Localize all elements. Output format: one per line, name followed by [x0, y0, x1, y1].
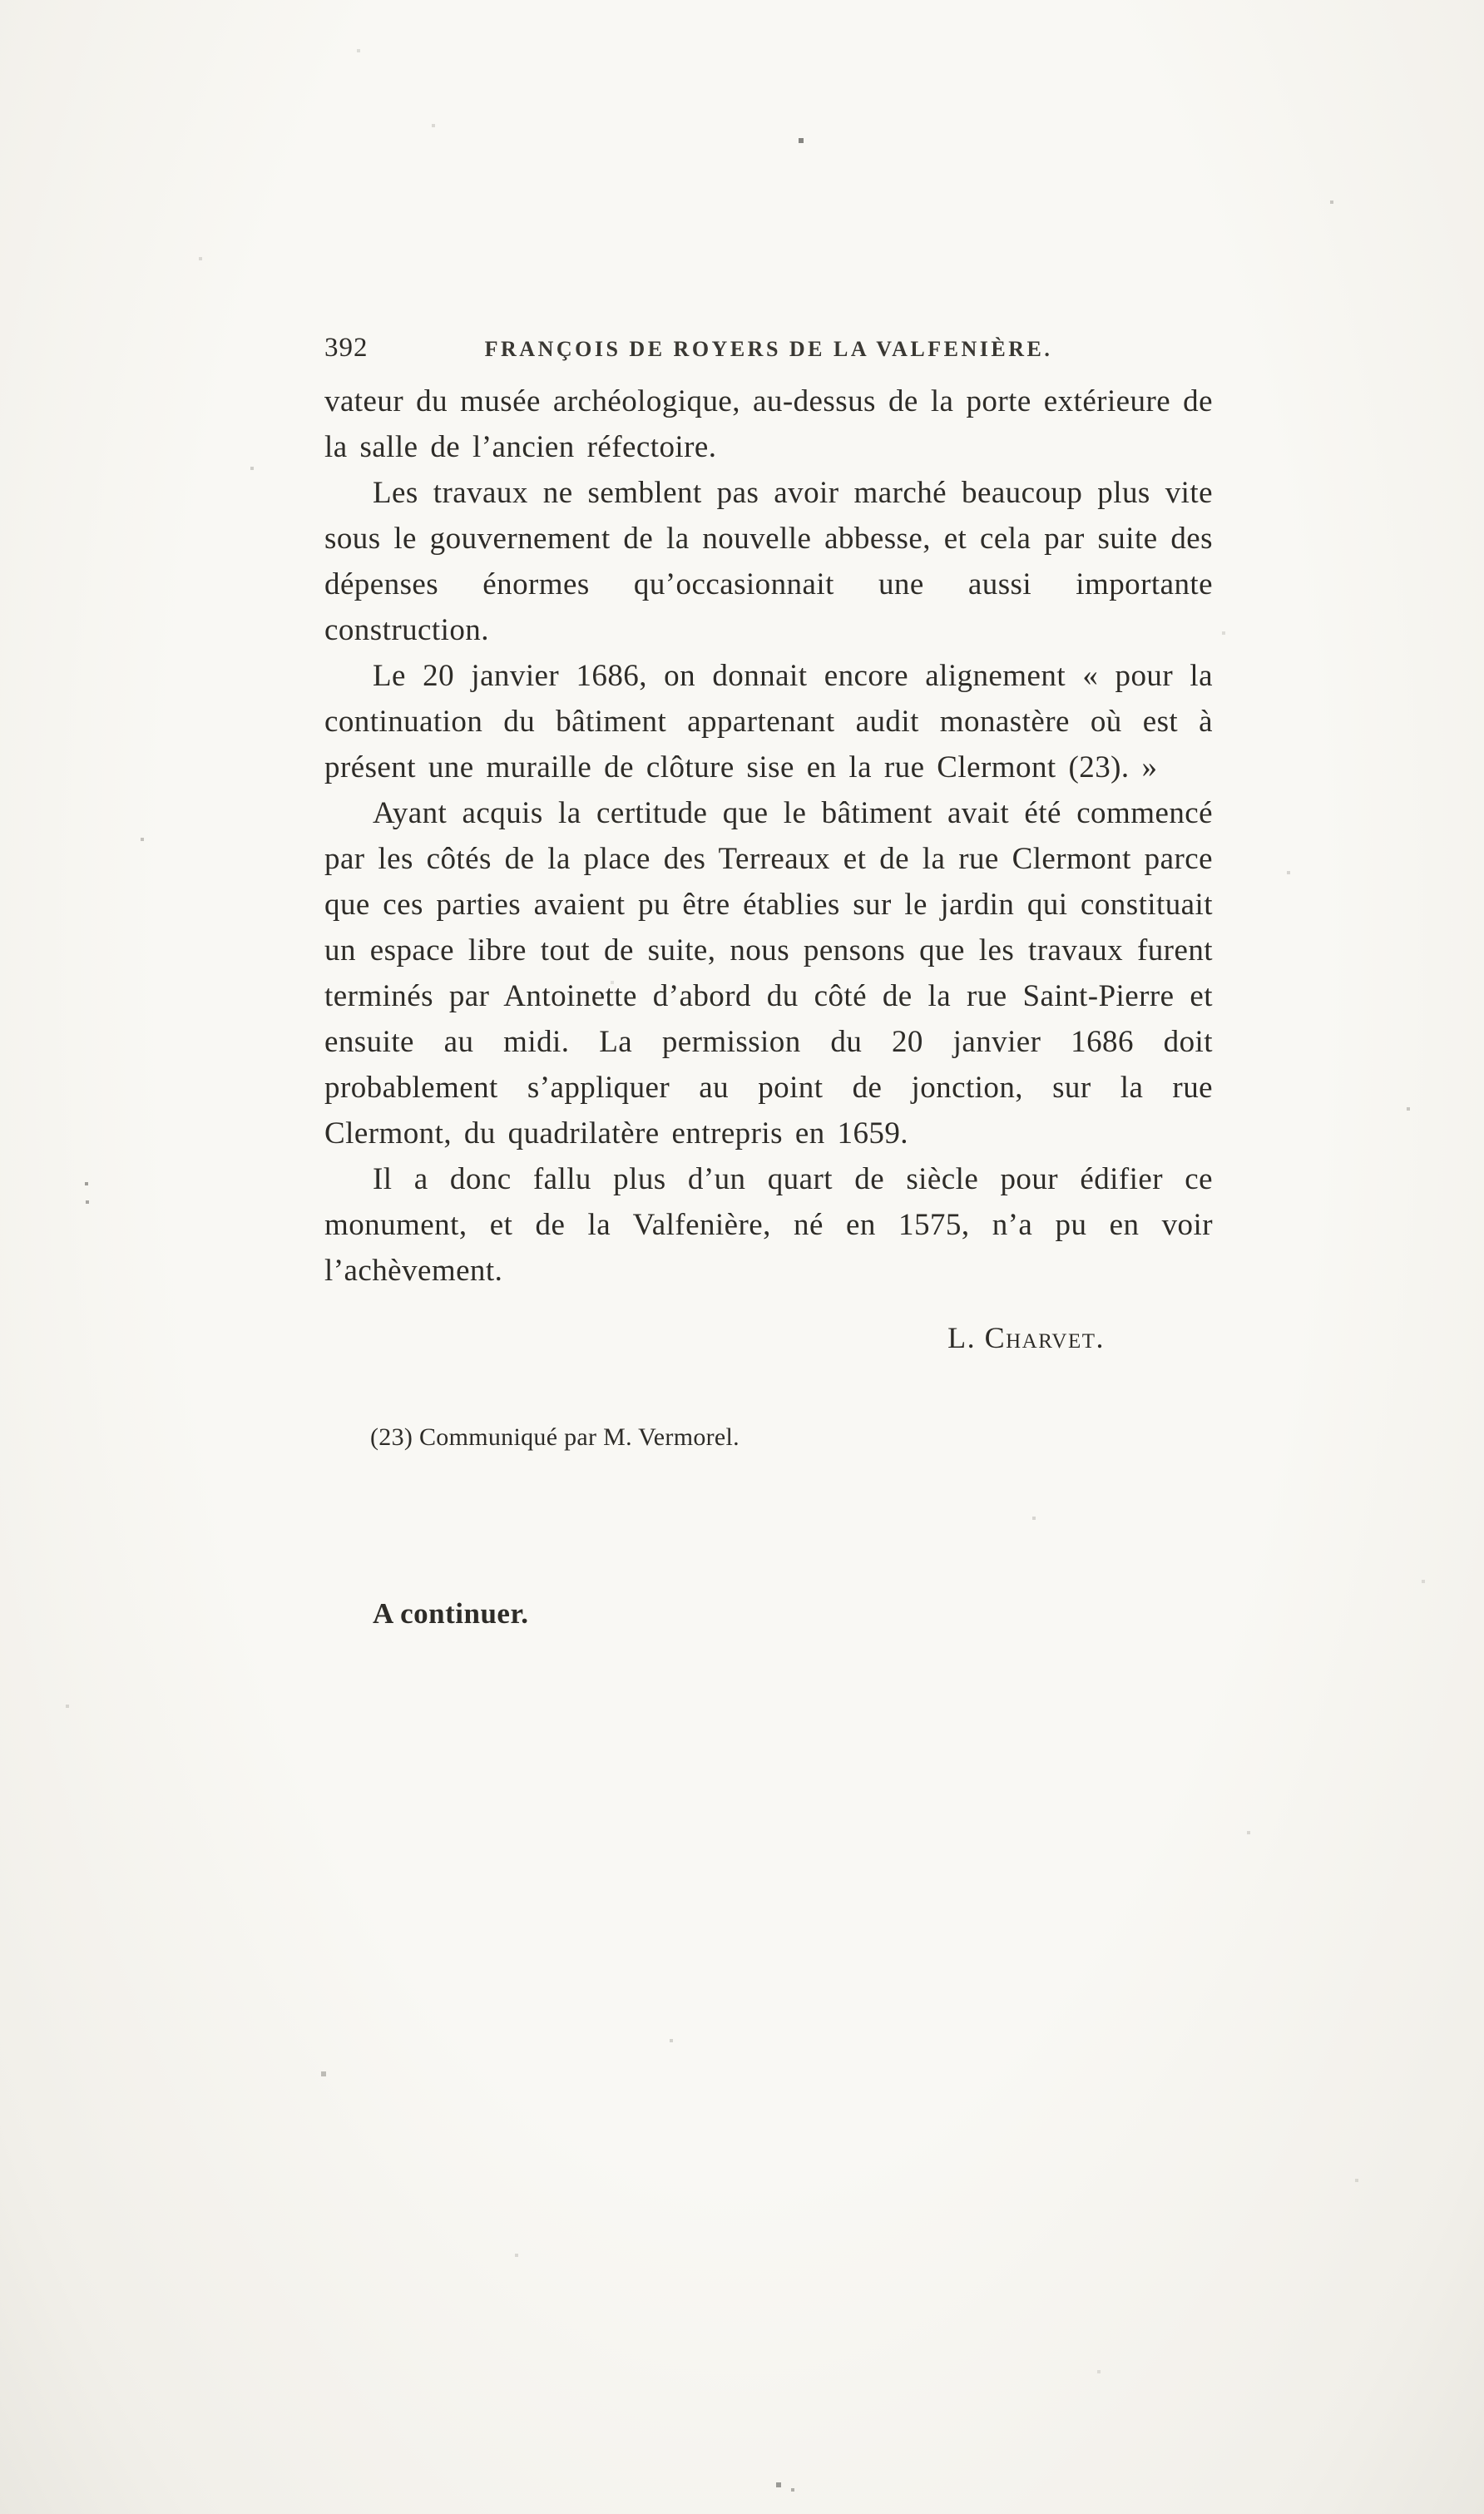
- text-block: [324, 379, 1213, 1631]
- running-title: FRANÇOIS DE ROYERS DE LA VALFENIÈRE.: [484, 337, 1053, 361]
- author-signature: L. Charvet.: [947, 1321, 1105, 1354]
- scan-speckles: [0, 0, 2, 2]
- page-header: [324, 331, 1213, 368]
- page-number: 392: [324, 333, 369, 363]
- to-be-continued-notice: A continuer.: [373, 1597, 529, 1630]
- footnote: (23) Communiqué par M. Vermorel.: [370, 1423, 740, 1451]
- paragraph: Les travaux ne semblent pas avoir marché beaucoup plus vite sous le gouvernement de la nouvelle abbesse, et cela par suite des dépenses énormes qu’occasionnait une aussi importante construction.: [324, 476, 1213, 647]
- paragraph: Le 20 janvier 1686, on donnait encore alignement « pour la continuation du bâtiment appartenant audit monastère où est à présent une muraille de clôture sise en la rue Clermont (23). »: [324, 659, 1213, 784]
- paragraph-continuation: vateur du musée archéologique, au-dessus de la porte extérieure de la salle de l’ancien réfectoire.: [324, 384, 1213, 464]
- paragraph: Il a donc fallu plus d’un quart de siècle pour édifier ce monument, et de la Valfenière, né en 1575, n’a pu en voir l’achèvement.: [324, 1162, 1213, 1288]
- paragraph: Ayant acquis la certitude que le bâtiment avait été commencé par les côtés de la place des Terreaux et de la rue Clermont parce que ces parties avaient pu être établies sur le jardin qui constituait un espace libre tout de suite, nous pensons que les travaux furent terminés par Antoinette d’abord du côté de la rue Saint-Pierre et ensuite au midi. La permission du 20 janvier 1686 doit probablement s’appliquer au point de jonction, sur la rue Clermont, du quadrilatère entrepris en 1659.: [324, 796, 1213, 1151]
